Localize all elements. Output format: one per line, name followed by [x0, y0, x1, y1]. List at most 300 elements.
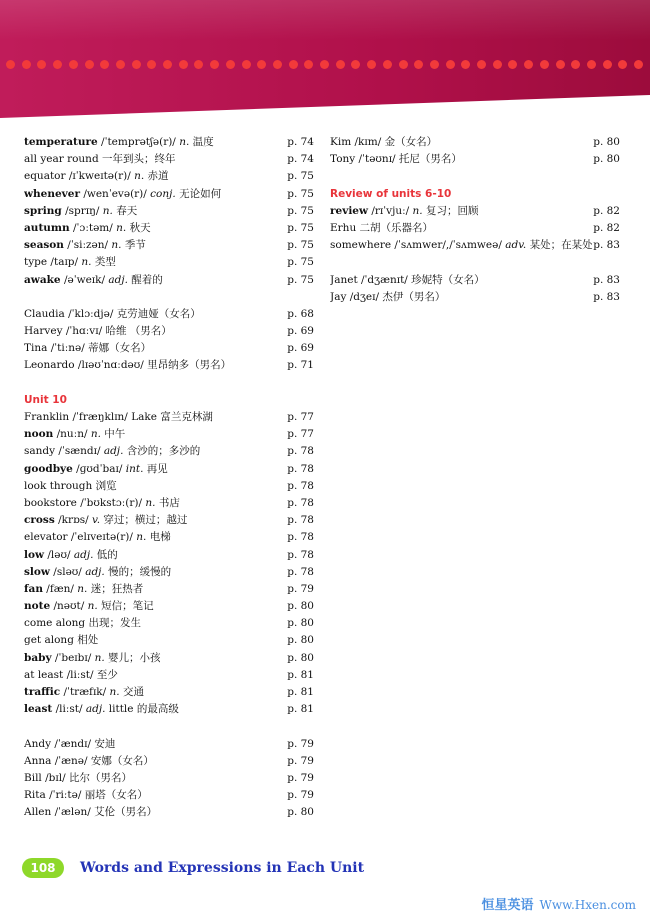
dot-decoration [132, 60, 141, 69]
entry-text [24, 581, 143, 598]
headword: Harvey [24, 325, 63, 338]
headword: Kim [330, 136, 352, 148]
headword: Allen [24, 806, 52, 819]
vocab-entry [24, 770, 314, 787]
part-of-speech: n. [179, 136, 190, 148]
vocab-entry [24, 736, 314, 753]
chinese-gloss: 低的 [93, 548, 118, 561]
dot-decoration [336, 60, 345, 69]
section-heading: Unit 10 [24, 393, 67, 406]
entry-text [330, 151, 462, 168]
phonetic: /ˈhɑːvɪ/ [62, 325, 106, 338]
headword: sandy [24, 445, 56, 458]
headword: Jay [330, 290, 347, 303]
page-reference: p. 77 [287, 428, 314, 441]
entry-text [24, 632, 98, 649]
entry-text [24, 650, 161, 667]
entry-text [24, 426, 125, 443]
entry-text [24, 512, 187, 529]
entry-text [24, 804, 157, 821]
headword: Claudia [24, 307, 65, 320]
entry-text [24, 615, 141, 632]
vocab-entry [24, 272, 314, 289]
page-reference: p. 80 [287, 634, 314, 647]
phonetic: /nəʊt/ [50, 600, 88, 613]
page-reference: p. 79 [287, 771, 314, 784]
dot-decoration [116, 60, 125, 69]
part-of-speech: n. [412, 204, 423, 217]
vocab-entry [24, 632, 314, 649]
headword: awake [24, 273, 61, 286]
chinese-gloss: 蒂娜（女名） [88, 342, 152, 355]
phonetic: /fæn/ [42, 582, 78, 595]
page-reference: p. 80 [287, 600, 314, 613]
chinese-gloss: 醒着的 [127, 273, 163, 286]
dot-decoration [304, 60, 313, 69]
page-reference: p. 69 [287, 342, 314, 355]
headword: Rita [24, 789, 46, 802]
phonetic: /ɡʊdˈbaɪ/ [72, 462, 126, 475]
entry-text [24, 272, 163, 289]
dot-decoration [508, 60, 517, 69]
entry-text [24, 736, 115, 753]
phonetic: /ˈtræfɪk/ [60, 686, 110, 698]
vocab-entry [330, 237, 620, 254]
dot-decoration [257, 60, 266, 69]
chinese-gloss: 金（女名） [384, 136, 438, 148]
page-reference: p. 83 [593, 239, 620, 252]
entry-text [330, 220, 433, 237]
vocab-entry [24, 220, 314, 237]
headword: fan [24, 582, 43, 595]
dot-decoration [163, 60, 172, 69]
page-reference: p. 79 [287, 789, 314, 802]
page-reference: p. 74 [287, 153, 314, 166]
dot-decoration [100, 60, 109, 69]
part-of-speech: n. [77, 582, 88, 595]
chinese-gloss: little 的最高级 [105, 703, 179, 716]
headword: goodbye [24, 462, 73, 475]
vocab-entry [24, 787, 314, 804]
part-of-speech: adj. [108, 273, 128, 286]
vocab-entry [24, 684, 314, 701]
vocab-entry [24, 598, 314, 615]
vocab-entry [24, 168, 314, 185]
headword: season [24, 239, 64, 252]
phonetic: /lɪəʊˈnɑːdəʊ/ [74, 359, 148, 372]
headword: traffic [24, 686, 61, 698]
vocab-entry [24, 581, 314, 598]
headword: Anna [24, 754, 52, 767]
dot-decoration [289, 60, 298, 69]
watermark-brand: 恒星英语 [481, 898, 534, 913]
part-of-speech: adj. [85, 703, 106, 716]
headword: Andy [24, 737, 51, 750]
page-reference: p. 75 [287, 256, 314, 269]
part-of-speech: adj. [73, 548, 94, 561]
entry-text [24, 753, 154, 770]
page-reference: p. 77 [287, 411, 314, 423]
entry-text [24, 306, 201, 323]
part-of-speech: n. [94, 651, 105, 664]
phonetic: /ˈsændɪ/ [55, 445, 104, 458]
page-reference: p. 80 [593, 136, 620, 148]
page-reference: p. 81 [287, 686, 314, 698]
page-reference: p. 80 [287, 806, 314, 819]
page-reference: p. 78 [287, 445, 314, 458]
page-reference: p. 83 [593, 273, 620, 286]
dot-decoration [571, 60, 580, 69]
part-of-speech: n. [90, 428, 101, 441]
part-of-speech: n. [116, 221, 127, 234]
spacer [24, 289, 314, 306]
entry-text [24, 701, 179, 718]
phonetic: /rɪˈvjuː/ [368, 204, 413, 217]
vocab-entry [24, 254, 314, 271]
entry-text [24, 409, 213, 426]
phonetic: /ˈɔːtəm/ [69, 221, 117, 234]
dot-decoration [53, 60, 62, 69]
dot-decoration [618, 60, 627, 69]
headword: Bill [24, 771, 42, 784]
page-reference: p. 74 [287, 136, 314, 148]
chinese-gloss: 富兰克林湖 [160, 411, 213, 423]
page-reference: p. 83 [593, 290, 620, 303]
dot-decoration [320, 60, 329, 69]
chinese-gloss: 某处；在某处 [526, 239, 593, 252]
dot-decoration [603, 60, 612, 69]
chinese-gloss: 季节 [121, 239, 146, 252]
headword: Tina [24, 342, 48, 355]
chinese-gloss: 春天 [112, 204, 138, 217]
phonetic: /ˈbʊkstɔː(r)/ [76, 496, 146, 509]
dot-row-decoration [6, 60, 646, 70]
chinese-gloss: 出现；发生 [85, 617, 141, 630]
vocab-entry [330, 151, 620, 168]
headword: temperature [24, 136, 98, 148]
part-of-speech: n. [87, 600, 98, 613]
headword: at least [24, 668, 64, 681]
phonetic: /ˈsʌmwer/,/ˈsʌmweə/ [391, 239, 506, 252]
dot-decoration [69, 60, 78, 69]
dot-decoration [210, 60, 219, 69]
chinese-gloss: 安娜（女名） [90, 754, 154, 767]
dot-decoration [226, 60, 235, 69]
part-of-speech: n. [81, 256, 92, 269]
headword: spring [24, 204, 62, 217]
vocab-entry [24, 615, 314, 632]
phonetic: /ləʊ/ [44, 548, 74, 561]
phonetic: /ˈbeɪbɪ/ [51, 651, 95, 664]
vocab-entry [24, 409, 314, 426]
chinese-gloss: 安迪 [94, 737, 116, 750]
headword: all year round [24, 153, 99, 166]
vocab-entry [24, 443, 314, 460]
chinese-gloss: 电梯 [146, 531, 171, 544]
phonetic: /ˈælən/ [51, 806, 95, 819]
entry-text [330, 203, 479, 220]
headword: Leonardo [24, 359, 75, 372]
phonetic: /ˈænə/ [51, 754, 91, 767]
vocab-entry [330, 220, 620, 237]
headword: get along [24, 634, 74, 647]
page-number-badge: 108 [22, 858, 64, 878]
section-heading: Review of units 6-10 [330, 187, 452, 200]
dot-decoration [367, 60, 376, 69]
entry-text [24, 461, 168, 478]
dot-decoration [37, 60, 46, 69]
phonetic: /wenˈevə(r)/ [79, 187, 151, 200]
chinese-gloss: 交通 [119, 686, 144, 698]
chinese-gloss: 相处 [73, 634, 99, 647]
page-reference: p. 78 [287, 479, 314, 492]
chinese-gloss: 类型 [91, 256, 116, 269]
footer-title: Words and Expressions in Each Unit [80, 860, 365, 876]
entry-text [24, 547, 118, 564]
dot-decoration [587, 60, 596, 69]
phonetic: /ˈændɪ/ [51, 737, 95, 750]
entry-text [24, 667, 118, 684]
phonetic: /əˈweɪk/ [60, 273, 109, 286]
page-reference: p. 75 [287, 170, 314, 183]
entry-text [330, 289, 445, 306]
chinese-gloss: 无论如何 [175, 187, 222, 200]
dot-decoration [85, 60, 94, 69]
phonetic: /ˈdʒænɪt/ [357, 273, 412, 286]
headword: elevator [24, 531, 68, 544]
entry-text [330, 134, 437, 151]
headword: Janet [330, 273, 358, 286]
dot-decoration [414, 60, 423, 69]
page-reference: p. 78 [287, 531, 314, 544]
phonetic: /ˈriːtə/ [45, 789, 85, 802]
entry-text [24, 357, 231, 374]
spacer [330, 168, 620, 185]
entry-text [24, 237, 146, 254]
left-column [24, 134, 314, 822]
page-reference: p. 75 [287, 204, 314, 217]
vocab-entry [24, 237, 314, 254]
right-column [330, 134, 620, 306]
page-reference: p. 80 [287, 617, 314, 630]
page-reference: p. 78 [287, 496, 314, 509]
dot-decoration [477, 60, 486, 69]
chinese-gloss: 艾伦（男名） [94, 806, 158, 819]
chinese-gloss: 比尔（男名） [69, 771, 132, 784]
chinese-gloss: 二胡（乐器名） [356, 221, 434, 234]
phonetic: /kɪm/ [351, 136, 385, 148]
entry-text [24, 564, 171, 581]
page-reference: p. 82 [593, 204, 620, 217]
chinese-gloss: 一年到头；终年 [98, 153, 176, 166]
part-of-speech: adj. [85, 565, 105, 578]
page-reference: p. 75 [287, 239, 314, 252]
entry-text [24, 598, 154, 615]
vocab-entry [24, 151, 314, 168]
chinese-gloss: 慢的；缓慢的 [104, 565, 172, 578]
phonetic: /krɒs/ [54, 514, 93, 527]
page-reference: p. 71 [287, 359, 314, 372]
vocab-entry [24, 426, 314, 443]
chinese-gloss: 赤道 [144, 170, 169, 183]
header-banner [0, 0, 650, 120]
vocab-entry [24, 203, 314, 220]
dot-decoration [540, 60, 549, 69]
headword: whenever [24, 187, 80, 200]
dot-decoration [6, 60, 15, 69]
entry-text [24, 478, 117, 495]
phonetic: /ˈtemprətʃə(r)/ [97, 136, 180, 148]
spacer [24, 375, 314, 392]
chinese-gloss: 再见 [143, 462, 168, 475]
part-of-speech: n. [109, 686, 120, 698]
page-reference: p. 79 [287, 582, 314, 595]
headword: least [24, 703, 53, 716]
chinese-gloss: 至少 [96, 668, 118, 681]
vocab-entry [330, 289, 620, 306]
spacer [330, 254, 620, 271]
vocab-entry [330, 203, 620, 220]
spacer [24, 718, 314, 735]
part-of-speech: conj. [150, 187, 176, 200]
phonetic: /ˈfræŋklɪn/ Lake [69, 411, 161, 423]
dot-decoration [147, 60, 156, 69]
phonetic: /liːst/ [52, 703, 86, 716]
chinese-gloss: 复习；回顾 [422, 204, 479, 217]
entry-text [24, 151, 176, 168]
headword: slow [24, 565, 50, 578]
headword: low [24, 548, 45, 561]
chinese-gloss: 秋天 [126, 221, 151, 234]
vocab-entry [24, 186, 314, 203]
entry-text [24, 684, 144, 701]
vocab-entry [24, 323, 314, 340]
page-reference: p. 68 [287, 307, 314, 320]
entry-text [24, 254, 116, 271]
chinese-gloss: 丽塔（女名） [84, 789, 148, 802]
chinese-gloss: 托尼（男名） [398, 153, 462, 166]
part-of-speech: v. [92, 514, 101, 527]
dot-decoration [556, 60, 565, 69]
entry-text [24, 529, 171, 546]
headword: note [24, 600, 51, 613]
entry-text [24, 168, 169, 185]
page-reference: p. 69 [287, 325, 314, 338]
chinese-gloss: 杰伊（男名） [382, 290, 446, 303]
vocab-entry [330, 272, 620, 289]
vocab-entry [24, 357, 314, 374]
headword: autumn [24, 221, 70, 234]
entry-text [24, 495, 180, 512]
chinese-gloss: 中午 [100, 428, 126, 441]
dot-decoration [524, 60, 533, 69]
phonetic: /ˈtiːnə/ [47, 342, 89, 355]
entry-text [24, 203, 137, 220]
vocab-entry [24, 478, 314, 495]
page-reference: p. 75 [287, 273, 314, 286]
page-reference: p. 75 [287, 221, 314, 234]
entry-text [24, 220, 151, 237]
dot-decoration [446, 60, 455, 69]
vocab-entry [24, 306, 314, 323]
page-reference: p. 80 [287, 651, 314, 664]
chinese-gloss: 里昂纳多（男名） [147, 359, 232, 372]
phonetic: /taɪp/ [47, 256, 82, 269]
part-of-speech: n. [145, 496, 156, 509]
headword: equator [24, 170, 66, 183]
vocab-entry [24, 134, 314, 151]
page-reference: p. 78 [287, 565, 314, 578]
page-reference: p. 80 [593, 153, 620, 166]
part-of-speech: n. [102, 204, 113, 217]
entry-text [330, 272, 485, 289]
chinese-gloss: 书店 [155, 496, 180, 509]
headword: bookstore [24, 496, 77, 509]
headword: somewhere [330, 239, 392, 252]
dot-decoration [179, 60, 188, 69]
page-reference: p. 78 [287, 462, 314, 475]
vocab-entry [24, 461, 314, 478]
part-of-speech: n. [111, 239, 122, 252]
part-of-speech: n. [136, 531, 147, 544]
dot-decoration [461, 60, 470, 69]
vocab-entry [24, 495, 314, 512]
vocab-entry [24, 753, 314, 770]
dot-decoration [22, 60, 31, 69]
vocab-entry [24, 701, 314, 718]
dot-decoration [493, 60, 502, 69]
phonetic: /dʒeɪ/ [346, 290, 383, 303]
entry-text [24, 323, 172, 340]
vocab-entry [24, 529, 314, 546]
page-reference: p. 81 [287, 668, 314, 681]
phonetic: /bɪl/ [41, 771, 69, 784]
entry-text [24, 186, 221, 203]
page-reference: p. 81 [287, 703, 314, 716]
page-reference: p. 78 [287, 548, 314, 561]
entry-text [24, 134, 214, 151]
chinese-gloss: 哈维 （男名） [105, 325, 172, 338]
entry-text [24, 787, 148, 804]
chinese-gloss: 珍妮特（女名） [411, 273, 485, 286]
entry-text [24, 443, 200, 460]
headword: review [330, 204, 369, 217]
page-reference: p. 79 [287, 754, 314, 767]
chinese-gloss: 短信；笔记 [97, 600, 154, 613]
page-reference: p. 79 [287, 737, 314, 750]
part-of-speech: int. [125, 462, 144, 475]
page-reference: p. 82 [593, 221, 620, 234]
phonetic: /ˈtəʊnɪ/ [355, 153, 399, 166]
headword: baby [24, 651, 52, 664]
watermark [482, 896, 636, 914]
headword: type [24, 256, 48, 269]
headword: come along [24, 617, 86, 630]
chinese-gloss: 含沙的；多沙的 [123, 445, 201, 458]
dot-decoration [430, 60, 439, 69]
entry-text [24, 340, 151, 357]
entry-text [24, 770, 132, 787]
phonetic: /sləʊ/ [49, 565, 86, 578]
chinese-gloss: 克劳迪娅（女名） [116, 307, 201, 320]
headword: Erhu [330, 221, 357, 234]
headword: Tony [330, 153, 356, 166]
vocab-entry [24, 547, 314, 564]
chinese-gloss: 温度 [189, 136, 214, 148]
vocab-entry [24, 804, 314, 821]
dot-decoration [273, 60, 282, 69]
watermark-url: Www.Hxen.com [539, 898, 636, 912]
